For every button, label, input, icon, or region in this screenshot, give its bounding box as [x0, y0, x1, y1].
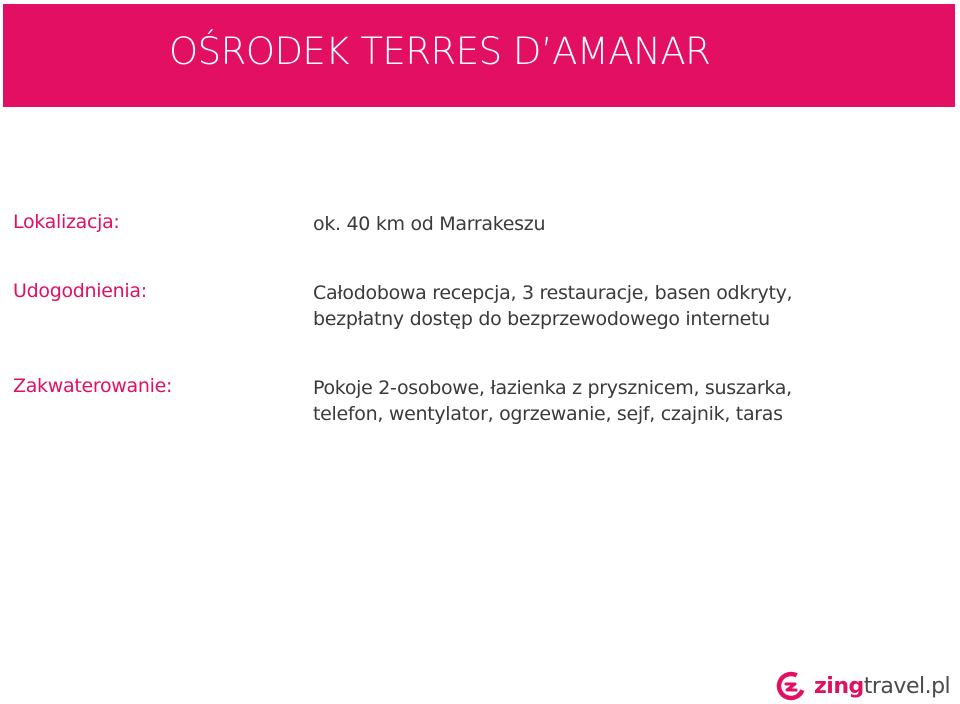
detail-value-line: telefon, wentylator, ogrzewanie, sejf, czajnik, taras	[313, 403, 783, 425]
detail-label-location: Lokalizacja:	[13, 211, 120, 233]
detail-value-line: bezpłatny dostęp do bezprzewodowego internetu	[313, 308, 770, 330]
detail-value-line: Całodobowa recepcja, 3 restauracje, basen odkryty,	[313, 282, 793, 304]
detail-value-line: ok. 40 km od Marrakeszu	[313, 213, 546, 235]
header-banner	[3, 4, 955, 107]
detail-value-location	[313, 211, 933, 237]
logo-brand-text: zing	[814, 673, 864, 699]
zingtravel-logo	[776, 668, 950, 704]
detail-value-accommodation	[313, 375, 933, 427]
zing-swirl-icon	[776, 671, 806, 701]
detail-label-amenities: Udogodnienia:	[13, 280, 147, 302]
page-title: OŚRODEK TERRES D’AMANAR	[169, 30, 711, 73]
logo-suffix-text: travel.pl	[863, 673, 951, 699]
detail-label-accommodation: Zakwaterowanie:	[13, 375, 173, 397]
detail-value-line: Pokoje 2-osobowe, łazienka z prysznicem, suszarka,	[313, 377, 792, 399]
detail-value-amenities	[313, 280, 933, 332]
